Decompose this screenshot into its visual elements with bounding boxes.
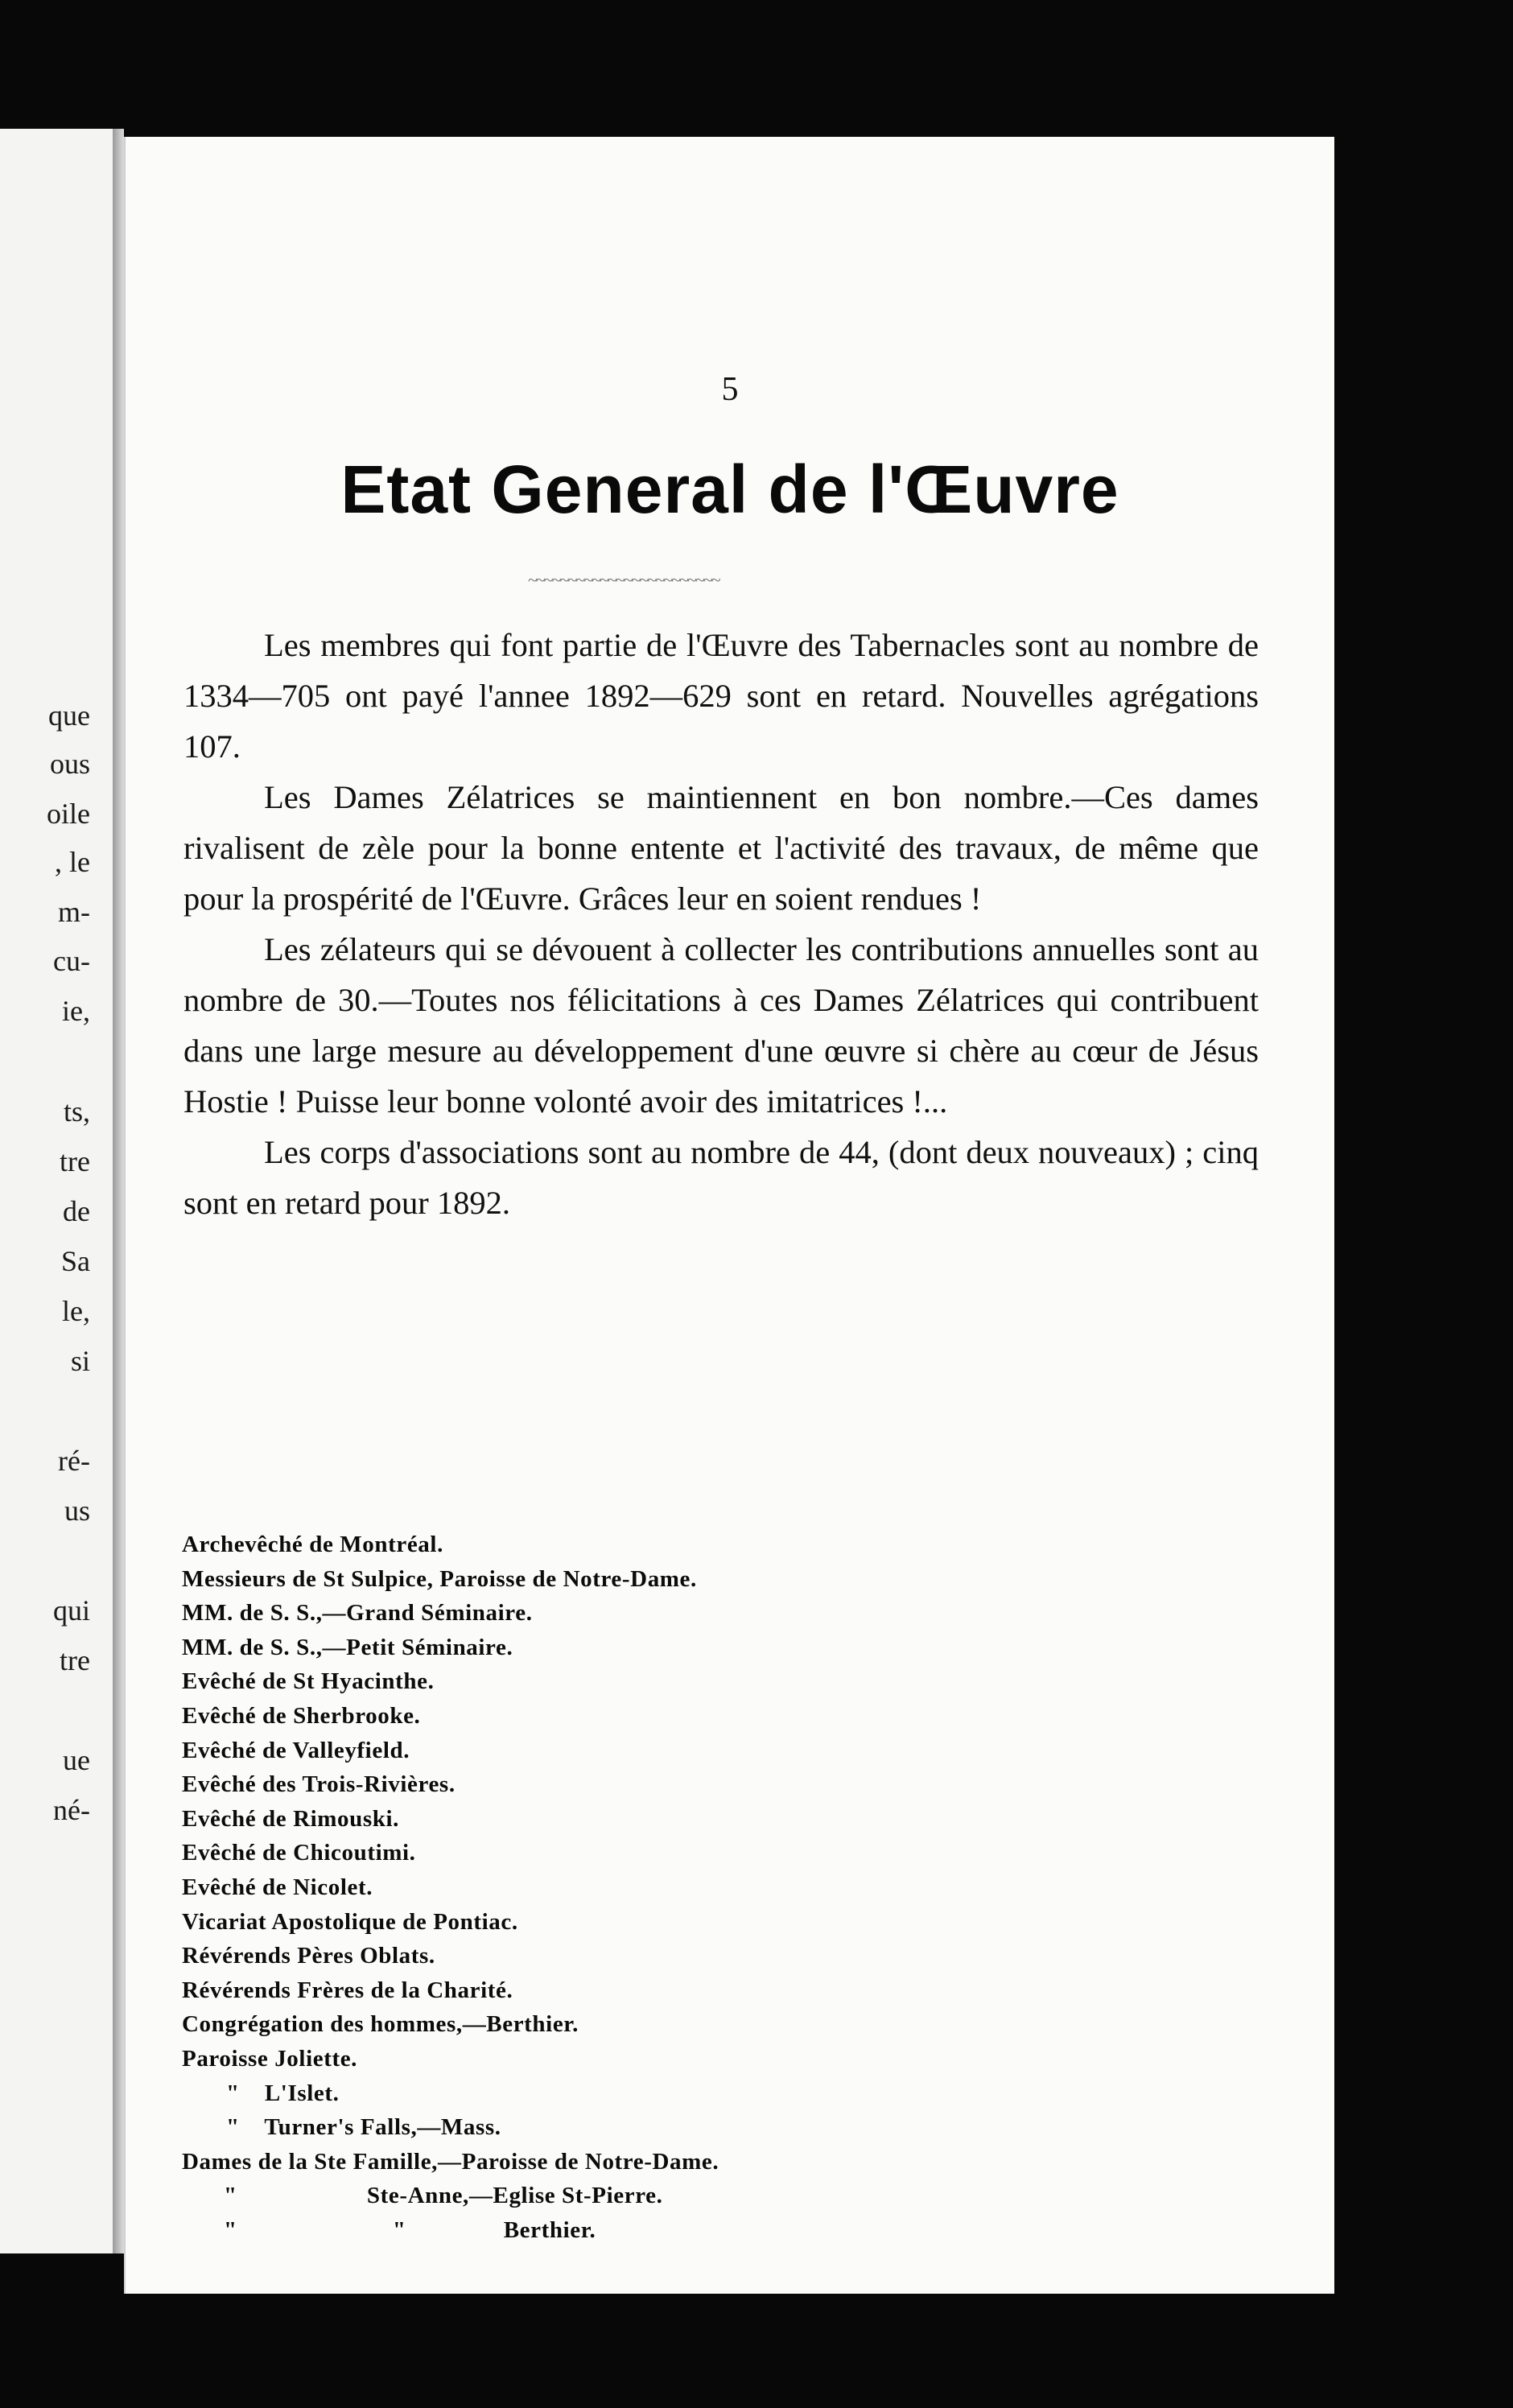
ditto-mark: " bbox=[224, 2216, 237, 2243]
paragraph: Les membres qui font partie de l'Œuvre des Tabernacles sont au nombre de 1334—705 ont payé l'annee 1892—629 sont en retard. Nouvelles agrégations 107. bbox=[183, 627, 1259, 765]
list-item: Evêché de Nicolet. bbox=[182, 1874, 373, 1900]
association-list bbox=[182, 1528, 1228, 2247]
list-item: Messieurs de St Sulpice, Paroisse de Notre-Dame. bbox=[182, 1565, 697, 1592]
left-page-fragment: ts, bbox=[63, 1095, 90, 1128]
left-page-fragment: us bbox=[64, 1495, 90, 1527]
list-item: Vicariat Apostolique de Pontiac. bbox=[182, 1908, 518, 1935]
left-page-fragment: le, bbox=[62, 1295, 90, 1327]
list-item: " L'Islet. bbox=[182, 2076, 1228, 2111]
ditto-mark: " bbox=[224, 2183, 237, 2209]
list-item: Dames de la Ste Famille,—Paroisse de Notre-Dame. bbox=[182, 2148, 719, 2175]
list-item: Révérends Frères de la Charité. bbox=[182, 1977, 513, 2003]
list-item: Evêché de St Hyacinthe. bbox=[182, 1668, 435, 1695]
left-page-fragment: ie, bbox=[62, 995, 90, 1027]
page-number: 5 bbox=[721, 371, 739, 408]
left-page-fragment: m- bbox=[58, 896, 90, 928]
left-page-fragment: ré- bbox=[58, 1445, 90, 1477]
left-page-fragment: cu- bbox=[53, 945, 90, 977]
list-item: MM. de S. S.,—Petit Séminaire. bbox=[182, 1634, 513, 1660]
list-item: Evêché de Chicoutimi. bbox=[182, 1840, 416, 1866]
list-item: Evêché de Sherbrooke. bbox=[182, 1702, 421, 1729]
book-gutter bbox=[113, 129, 124, 2253]
left-page-fragment: tre bbox=[60, 1644, 90, 1676]
body-text bbox=[183, 620, 1259, 1228]
list-item: " " Berthier. bbox=[182, 2213, 1228, 2248]
list-item: Evêché de Rimouski. bbox=[182, 1805, 399, 1832]
left-page-fragment: ous bbox=[49, 748, 90, 780]
list-item: Paroisse Joliette. bbox=[182, 2045, 358, 2072]
list-item: " Ste-Anne,—Eglise St-Pierre. bbox=[182, 2179, 1228, 2213]
left-page-fragment: né- bbox=[53, 1794, 90, 1826]
list-item: MM. de S. S.,—Grand Séminaire. bbox=[182, 1600, 533, 1627]
list-item: Evêché des Trois-Rivières. bbox=[182, 1771, 456, 1798]
list-item: Evêché de Valleyfield. bbox=[182, 1737, 410, 1763]
left-page-fragment: Sa bbox=[61, 1245, 90, 1277]
paragraph: Les corps d'associations sont au nombre de 44, (dont deux nouveaux) ; cinq sont en retard pour 1892. bbox=[183, 1134, 1259, 1221]
title-ornament: ~~~~~~~~~~~~~~~~~~~~~~~~ bbox=[528, 570, 719, 590]
left-page-fragment: tre bbox=[60, 1145, 90, 1177]
ditto-mark: " bbox=[392, 2216, 406, 2243]
left-page-fragment: si bbox=[70, 1345, 90, 1377]
paragraph: Les zélateurs qui se dévouent à collecter les contributions annuelles sont au nombre de 30.—Toutes nos félicitations à ces Dames Zélatrices qui contribuent dans une large mesure au développement d'une œuvre si chère au cœur de Jésus Hostie ! Puisse leur bonne volonté avoir des imitatrices !... bbox=[183, 931, 1259, 1119]
ditto-mark: " bbox=[226, 2114, 240, 2141]
page-title: Etat General de l'Œuvre bbox=[340, 452, 1119, 527]
paragraph: Les Dames Zélatrices se maintiennent en bon nombre.—Ces dames rivalisent de zèle pour la bonne entente et l'activité des travaux, de même que pour la prospérité de l'Œuvre. Grâces leur en soient rendues ! bbox=[183, 779, 1259, 917]
ditto-mark: " bbox=[226, 2080, 240, 2106]
left-page-fragment: de bbox=[63, 1195, 90, 1227]
left-page-fragment: qui bbox=[52, 1594, 90, 1627]
left-page-fragment: que bbox=[48, 699, 90, 732]
left-page-fragment: , le bbox=[55, 846, 90, 878]
book-page bbox=[124, 137, 1334, 2294]
left-page-edge bbox=[0, 129, 117, 2253]
list-item: Congrégation des hommes,—Berthier. bbox=[182, 2011, 579, 2038]
left-page-fragment: oile bbox=[47, 798, 90, 830]
list-item: " Turner's Falls,—Mass. bbox=[182, 2110, 1228, 2145]
list-item: Archevêché de Montréal. bbox=[182, 1532, 443, 1557]
left-page-fragment: ue bbox=[63, 1744, 90, 1776]
list-item: Révérends Pères Oblats. bbox=[182, 1943, 435, 1969]
